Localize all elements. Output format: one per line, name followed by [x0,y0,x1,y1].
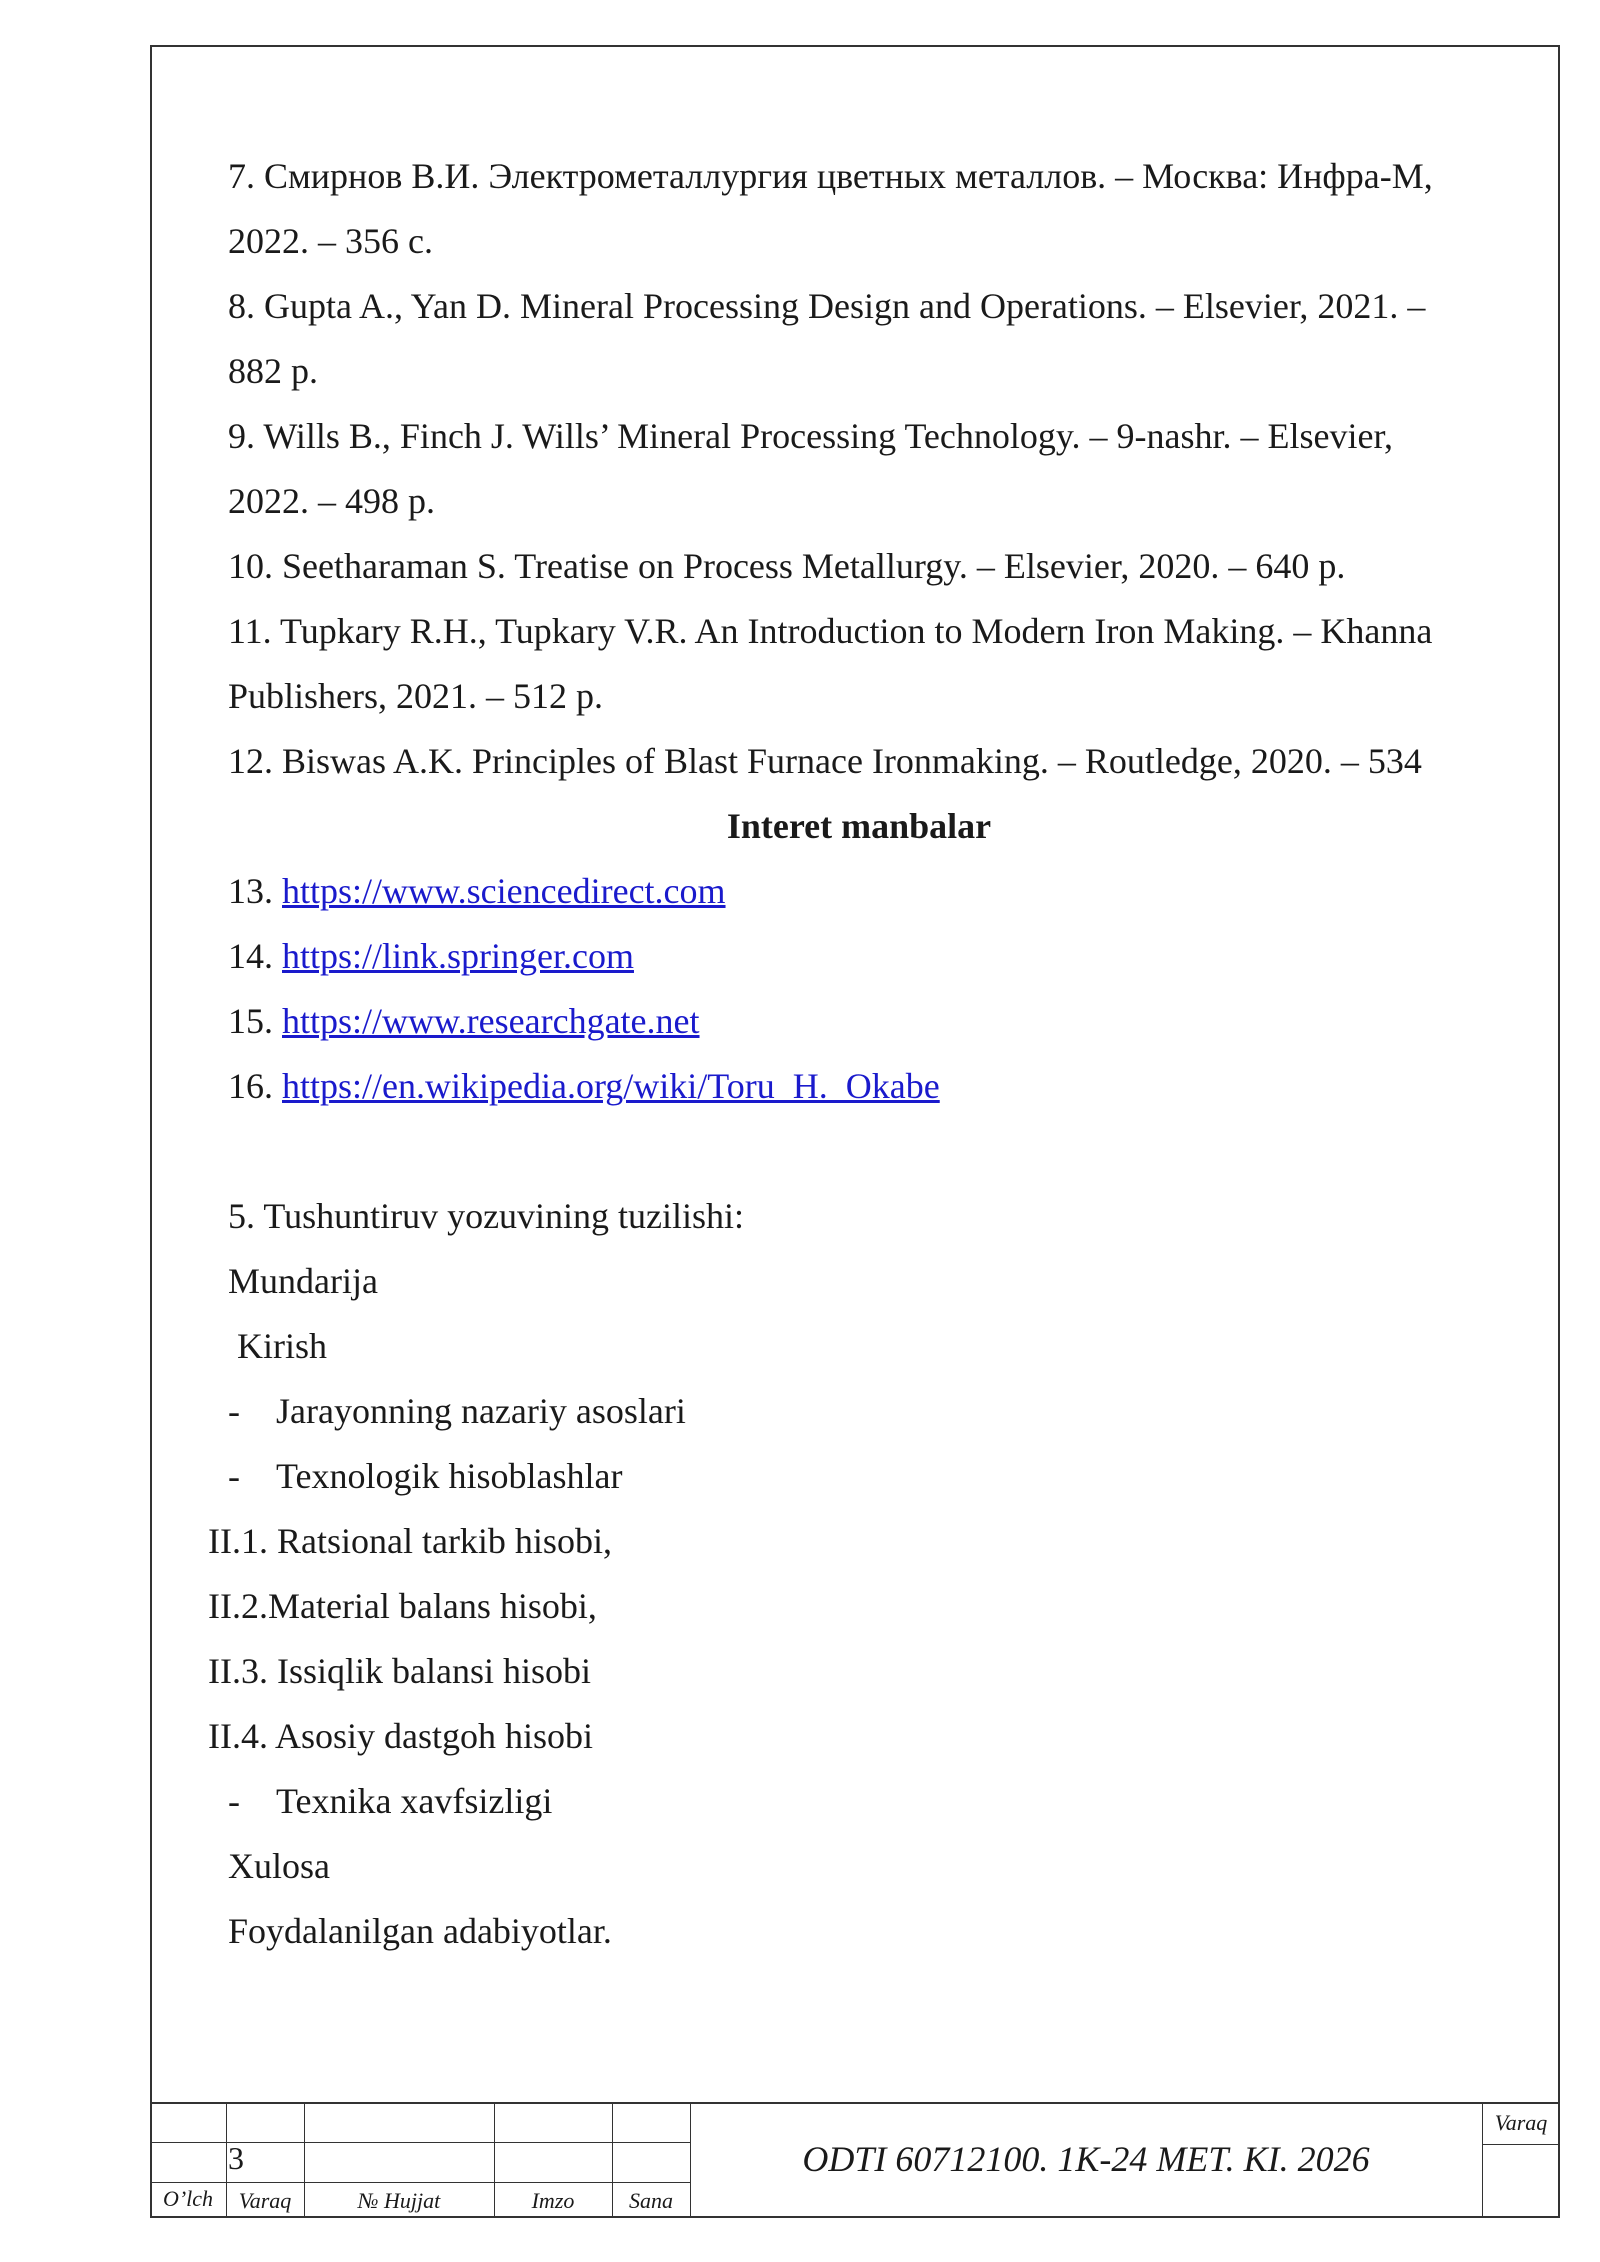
link-wikipedia[interactable]: https://en.wikipedia.org/wiki/Toru_H._Okabe [282,1066,940,1106]
link-number: 14. [228,936,273,976]
document-body [208,144,1490,1964]
label-sheet: Varaq [1494,2110,1548,2135]
link-number: 16. [228,1066,273,1106]
structure-item-ii-3: II.3. Issiqlik balansi hisobi [208,1651,591,1691]
link-item-15 [228,989,1490,1054]
document-code: ODTI 60712100. 1K-24 MET. KI. 2026 [802,2139,1370,2179]
structure-item-ii-2: II.2.Material balans hisobi, [208,1586,597,1626]
link-springer[interactable]: https://link.springer.com [282,936,634,976]
page-number: 3 [228,2140,244,2176]
link-item-13 [228,859,1490,924]
structure-item-theory [228,1379,1490,1444]
dash-bullet: - [228,1391,240,1431]
structure-item-ii-4: II.4. Asosiy dastgoh hisobi [208,1716,594,1756]
dash-bullet: - [228,1456,240,1496]
blank-line [228,1119,1490,1184]
link-researchgate[interactable]: https://www.researchgate.net [282,1001,700,1041]
structure-item-safety [228,1769,1490,1834]
label-signature: Imzo [531,2188,575,2213]
link-number: 13. [228,871,273,911]
stamp-row-line [1482,2144,1560,2145]
reference-text: 7. Смирнов В.И. Электрометаллургия цветных металлов. – Москва: Инфра-М, [228,156,1433,196]
reference-11-line-2: Publishers, 2021. – 512 p. [228,676,604,716]
dash-bullet: - [228,1781,240,1821]
structure-item-intro: Kirish [228,1326,327,1366]
label-olch: O’lch [162,2186,214,2211]
stamp-row-line [150,2182,690,2183]
structure-item-text: Texnika xavfsizligi [276,1781,553,1821]
internet-sources-heading: Interet manbalar [726,806,992,846]
link-item-16 [228,1054,1490,1119]
structure-heading: 5. Tushuntiruv yozuvining tuzilishi: [228,1196,745,1236]
label-date: Sana [629,2188,673,2213]
structure-item-calculations [228,1444,1490,1509]
structure-item-conclusion: Xulosa [228,1846,330,1886]
structure-item-contents: Mundarija [228,1261,378,1301]
reference-12: 12. Biswas A.K. Principles of Blast Furnace Ironmaking. – Routledge, 2020. – 534 [228,741,1422,781]
link-sciencedirect[interactable]: https://www.sciencedirect.com [282,871,726,911]
reference-9-line-1: 9. Wills B., Finch J. Wills’ Mineral Processing Technology. – 9-nashr. – Elsevier, [228,416,1394,456]
structure-item-text: Texnologik hisoblashlar [276,1456,623,1496]
structure-item-references: Foydalanilgan adabiyotlar. [228,1911,612,1951]
reference-7-line-2: 2022. – 356 с. [228,221,433,261]
reference-11-line-1: 11. Tupkary R.H., Tupkary V.R. An Introduction to Modern Iron Making. – Khanna [228,611,1433,651]
reference-7-line-1 [228,144,1490,209]
label-varaq: Varaq [238,2188,292,2213]
structure-item-ii-1: II.1. Ratsional tarkib hisobi, [208,1521,612,1561]
link-item-14 [228,924,1490,989]
title-block-stamp [150,2102,1560,2218]
structure-item-text: Jarayonning nazariy asoslari [276,1391,686,1431]
link-number: 15. [228,1001,273,1041]
label-document-number: № Hujjat [357,2188,441,2213]
reference-8-line-1: 8. Gupta A., Yan D. Mineral Processing Design and Operations. – Elsevier, 2021. – [228,286,1426,326]
reference-10: 10. Seetharaman S. Treatise on Process Metallurgy. – Elsevier, 2020. – 640 p. [228,546,1346,586]
reference-9-line-2: 2022. – 498 p. [228,481,435,521]
reference-8-line-2: 882 p. [228,351,318,391]
